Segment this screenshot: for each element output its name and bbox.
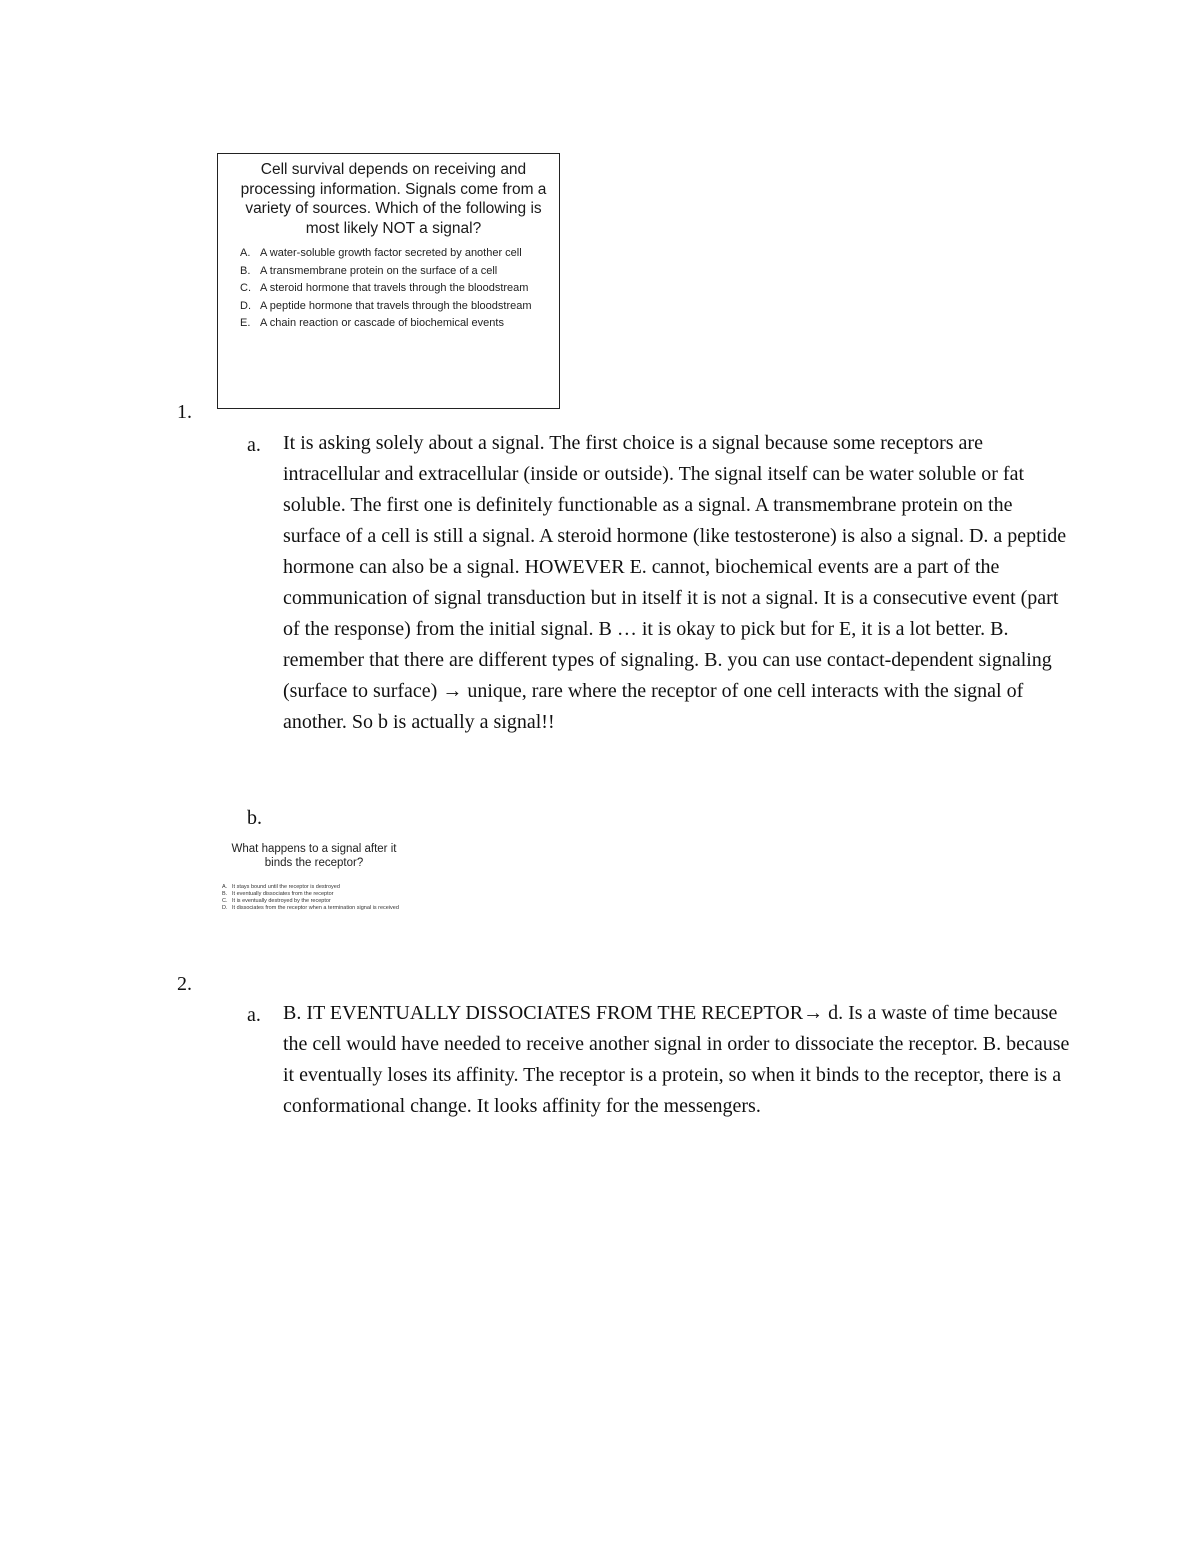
option-letter: A. [222, 884, 228, 890]
question-1-number: 1. [177, 401, 192, 423]
slide-1-options [240, 247, 543, 330]
slide-2-options [222, 884, 412, 912]
option-letter: C. [222, 898, 228, 904]
answer-2a-label: a. [247, 1004, 261, 1026]
option-letter: B. [222, 891, 228, 897]
question-2-slide-image [222, 843, 412, 943]
slide-2-option-c [222, 898, 412, 905]
option-letter: D. [222, 905, 228, 911]
option-letter: A. [240, 247, 251, 259]
slide-1-title: Cell survival depends on receiving and processing information. Signals come from a variety of sources. Which of the following is most likely NOT a signal? [240, 161, 547, 237]
option-letter: D. [240, 299, 251, 312]
option-text: It stays bound until the receptor is destroyed [232, 884, 340, 890]
slide-1-option-b [240, 265, 543, 278]
option-text: A peptide hormone that travels through the bloodstream [260, 299, 532, 312]
slide-2-option-d [222, 905, 412, 912]
option-text: A chain reaction or cascade of biochemical events [260, 317, 504, 330]
option-letter: B. [240, 264, 251, 277]
slide-2-title: What happens to a signal after it binds the receptor? [231, 843, 397, 869]
answer-2a-text: B. IT EVENTUALLY DISSOCIATES FROM THE RECEPTOR→ d. Is a waste of time because the cell would have needed to receive another signal in order to dissociate the receptor. B. because it eventually loses its affinity. The receptor is a protein, so when it binds to the receptor, there is a conformational change. It looks affinity for the messengers. [283, 1002, 1070, 1117]
option-text: It eventually dissociates from the receptor [232, 891, 334, 897]
slide-1-option-d [240, 300, 543, 313]
answer-1b-label: b. [247, 807, 262, 829]
option-text: It is eventually destroyed by the receptor [232, 898, 331, 904]
option-letter: C. [240, 282, 251, 295]
option-letter: E. [240, 317, 251, 330]
option-text: A transmembrane protein on the surface of a cell [260, 264, 498, 277]
slide-2-option-b [222, 891, 412, 898]
option-text: A water-soluble growth factor secreted by another cell [260, 247, 522, 259]
slide-1-option-a [240, 247, 543, 260]
slide-1-option-c [240, 282, 543, 295]
slide-1-option-e [240, 317, 543, 330]
option-text: A steroid hormone that travels through the bloodstream [260, 282, 529, 295]
answer-1a-label: a. [247, 434, 261, 456]
slide-2-option-a [222, 884, 412, 891]
question-2-number: 2. [177, 973, 192, 995]
option-text: It dissociates from the receptor when a termination signal is received [232, 905, 399, 911]
answer-1a-text: It is asking solely about a signal. The first choice is a signal because some receptors are intracellular and extracellular (inside or outside). The signal itself can be water soluble or fat soluble. The first one is definitely functionable as a signal. A transmembrane protein on the surface of a cell is still a signal. A steroid hormone (like testosterone) is also a signal. D. a peptide hormone can also be a signal. HOWEVER E. cannot, biochemical events are a part of the communication of signal transduction but in itself it is not a signal. It is a consecutive event (part of the response) from the initial signal. B … it is okay to pick but for E, it is a lot better. B. remember that there are different types of signaling. B. you can use contact-dependent signaling (surface to surface) → unique, rare where the receptor of one cell interacts with the signal of another. So b is actually a signal!! [283, 432, 1067, 733]
question-1-slide-image [217, 153, 560, 409]
